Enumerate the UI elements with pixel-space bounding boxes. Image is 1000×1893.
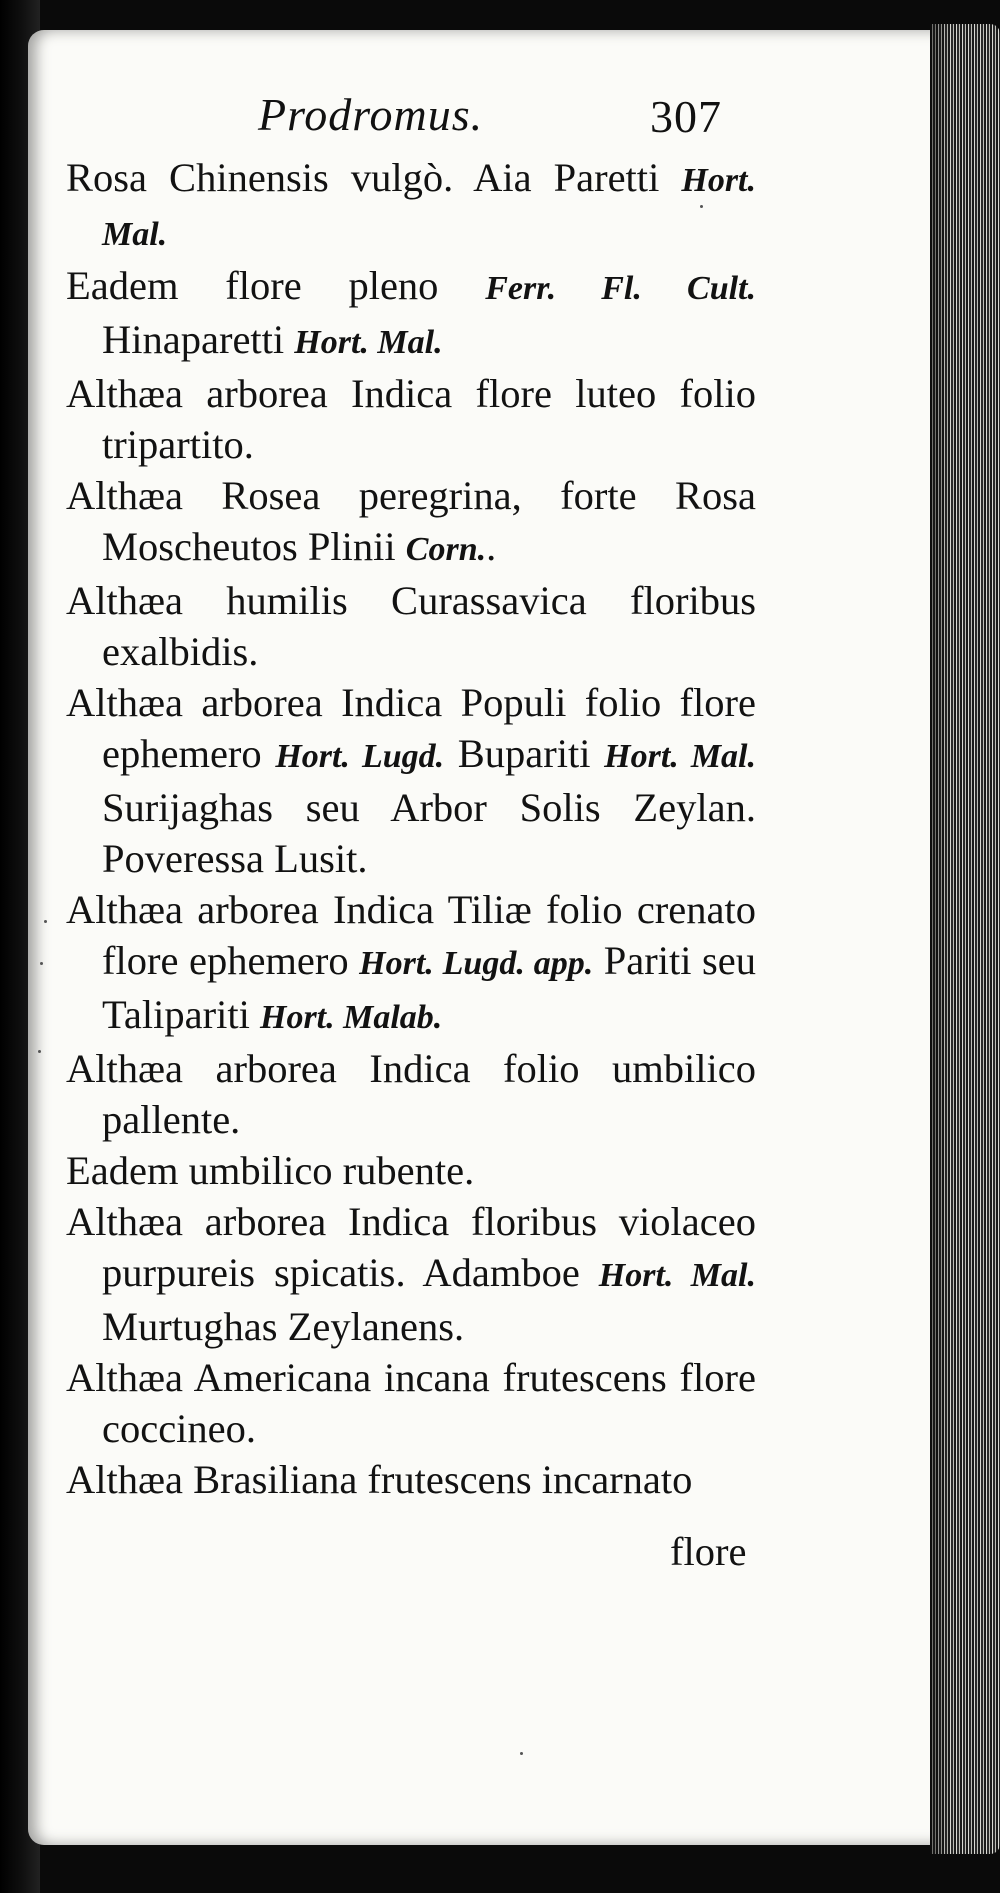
citation-abbreviation: Hort. Mal.: [102, 162, 756, 253]
body-text: [66, 152, 756, 1505]
text-entry: [66, 1352, 756, 1454]
text-entry: [66, 1454, 756, 1505]
text-entry: [66, 1145, 756, 1196]
citation-abbreviation: Hort. Lugd. app.: [359, 945, 594, 982]
entry-text: Hinaparetti: [102, 317, 295, 362]
catchword: flore: [670, 1529, 747, 1574]
text-entry: [66, 677, 756, 884]
text-entry: [66, 1043, 756, 1145]
entry-text: Althæa Brasiliana frutescens incarnato: [66, 1457, 693, 1502]
entry-text: Althæa arborea Indica Populi folio flore ephemero: [66, 680, 756, 776]
entry-text: Rosa Chinensis vulgò. Aia Paretti: [66, 155, 682, 200]
entry-text: Bupariti: [444, 731, 605, 776]
entry-text: .: [486, 524, 497, 569]
entry-text: Pariti seu Talipariti: [102, 938, 756, 1037]
entry-text: Althæa Americana incana frutescens flore coccineo.: [66, 1355, 756, 1451]
text-entry: [66, 152, 756, 260]
entry-text: Eadem flore pleno: [66, 263, 486, 308]
ink-speck: [700, 205, 703, 208]
entry-text: Althæa arborea Indica floribus violaceo purpureis spicatis. Adamboe: [66, 1199, 756, 1295]
running-title: Prodromus.: [258, 89, 484, 140]
citation-abbreviation: Hort. Lugd.: [275, 738, 445, 775]
citation-abbreviation: Hort. Malab.: [260, 999, 443, 1036]
ink-speck: [44, 920, 47, 923]
citation-abbreviation: Hort. Mal.: [294, 324, 443, 361]
entry-text: Althæa arborea Indica flore luteo folio tripartito.: [66, 371, 756, 467]
text-entry: [66, 368, 756, 470]
entry-text: Althæa arborea Indica Tiliæ folio crenato flore ephemero: [66, 887, 756, 983]
text-entry: [66, 575, 756, 677]
fore-edge-shadow: [930, 24, 950, 1854]
page-header: [0, 80, 940, 160]
entry-text: Althæa Rosea peregrina, forte Rosa Moscheutos Plinii: [66, 473, 756, 569]
text-entry: [66, 1196, 756, 1352]
text-entry: [66, 470, 756, 575]
ink-speck: [38, 1050, 41, 1053]
text-entry: [66, 884, 756, 1043]
citation-abbreviation: Ferr. Fl. Cult.: [485, 270, 756, 307]
ink-speck: [520, 1752, 523, 1755]
entry-text: Murtughas Zeylanens.: [102, 1304, 465, 1349]
entry-text: Surijaghas seu Arbor Solis Zeylan. Poveressa Lusit.: [102, 785, 756, 881]
citation-abbreviation: Hort. Mal.: [598, 1257, 756, 1294]
entry-text: Eadem umbilico rubente.: [66, 1148, 475, 1193]
ink-speck: [40, 962, 43, 965]
citation-abbreviation: Corn.: [405, 531, 487, 568]
text-entry: [66, 260, 756, 368]
entry-text: Althæa humilis Curassavica floribus exalbidis.: [66, 578, 756, 674]
page-number: 307: [650, 91, 722, 142]
entry-text: Althæa arborea Indica folio umbilico pallente.: [66, 1046, 756, 1142]
citation-abbreviation: Hort. Mal.: [604, 738, 756, 775]
